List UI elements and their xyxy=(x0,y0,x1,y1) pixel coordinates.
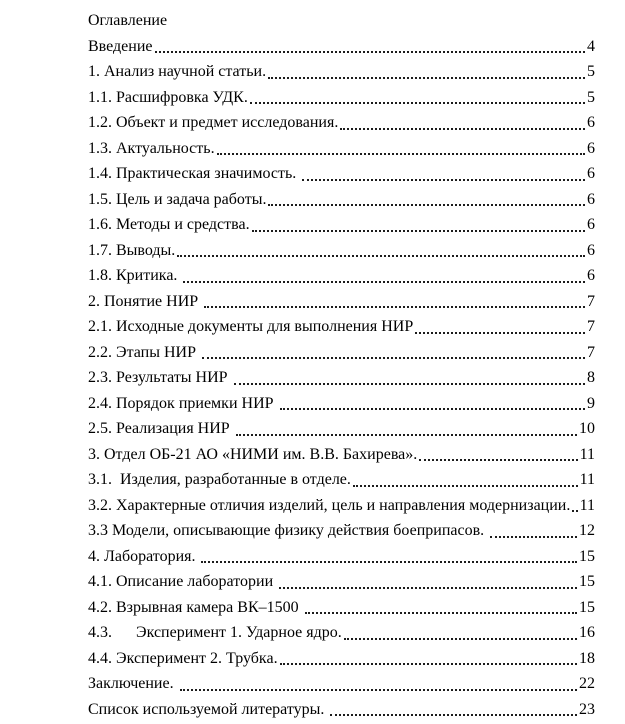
dot-leader xyxy=(252,230,585,232)
dot-leader xyxy=(180,689,577,691)
toc-entry-label: 2.4. Порядок приемки НИР xyxy=(88,394,278,412)
toc-entry xyxy=(88,697,595,723)
toc-entry-page: 23 xyxy=(579,700,595,718)
dot-leader xyxy=(353,485,578,487)
toc-entry xyxy=(88,467,595,493)
toc-entry-page: 9 xyxy=(587,394,595,412)
toc-entry-label: 2.5. Реализация НИР xyxy=(88,420,234,437)
toc-entry xyxy=(88,34,595,60)
toc-entry-label: 3. Отдел ОБ-21 АО «НИМИ им. В.В. Бахирева». xyxy=(88,445,418,463)
toc-entry-label: 3.1. Изделия, разработанные в отделе. xyxy=(88,471,351,488)
toc-entry-label: 2.1. Исходные документы для выполнения НИР xyxy=(88,318,414,335)
toc-entry-label: 1.4. Практическая значимость. xyxy=(88,165,301,182)
toc-entry xyxy=(88,442,595,468)
toc-entry-label: 2.2. Этапы НИР xyxy=(88,343,200,361)
toc-entry-page: 7 xyxy=(587,292,595,310)
toc-entry-label: 4.2. Взрывная камера ВК–1500 xyxy=(88,598,303,616)
toc-entry-page: 4 xyxy=(587,37,595,55)
dot-leader xyxy=(204,306,585,308)
toc-entry xyxy=(88,212,595,238)
dot-leader xyxy=(419,459,577,461)
toc-entry-label: 3.3 Модели, описывающие физику действия боеприпасов. xyxy=(88,522,489,539)
toc-entry-page: 6 xyxy=(587,190,595,208)
toc-entry-page: 7 xyxy=(587,343,595,361)
toc-entry-page: 18 xyxy=(579,649,595,667)
toc-entry xyxy=(88,161,595,187)
toc-entry-label: 3.2. Характерные отличия изделий, цель и направления модернизации. xyxy=(88,496,571,514)
toc-entry-page: 8 xyxy=(587,369,595,386)
toc-entry xyxy=(88,85,595,111)
toc-entry-label: Введение xyxy=(88,37,153,55)
toc-entry-page: 5 xyxy=(587,88,595,106)
toc-entry-label: 1.7. Выводы. xyxy=(88,241,176,259)
toc-entry xyxy=(88,493,595,519)
toc-entry-page: 15 xyxy=(579,598,595,616)
toc-entry-page: 6 xyxy=(587,241,595,259)
toc-entry-page: 22 xyxy=(579,675,595,692)
dot-leader xyxy=(217,153,585,155)
toc-entry-page: 12 xyxy=(579,522,595,539)
toc-entry xyxy=(88,263,595,289)
toc-entry xyxy=(88,238,595,264)
dot-leader xyxy=(330,714,577,716)
dot-leader xyxy=(572,510,577,512)
toc-entry-page: 6 xyxy=(587,216,595,233)
toc-entry-page: 11 xyxy=(579,496,595,514)
toc-entry-label: 4.1. Описание лаборатории xyxy=(88,573,278,590)
toc-entry xyxy=(88,518,595,544)
toc-entry-label: Список используемой литературы. xyxy=(88,700,329,718)
toc-entry-label: Заключение. xyxy=(88,675,178,692)
toc-entry-page: 6 xyxy=(587,165,595,182)
dot-leader xyxy=(280,663,577,665)
dot-leader xyxy=(268,204,585,206)
toc-entry-page: 15 xyxy=(579,573,595,590)
dot-leader xyxy=(280,408,585,410)
toc-entry-page: 5 xyxy=(587,63,595,80)
toc-entry xyxy=(88,340,595,366)
toc-entry xyxy=(88,569,595,595)
toc-entry xyxy=(88,391,595,417)
toc-entry-label: 1.3. Актуальность. xyxy=(88,139,215,157)
dot-leader xyxy=(340,128,585,130)
toc-entry-page: 7 xyxy=(587,318,595,335)
dot-leader xyxy=(177,255,585,257)
toc-entry xyxy=(88,416,595,442)
toc-entry xyxy=(88,187,595,213)
dot-leader xyxy=(490,536,577,538)
dot-leader xyxy=(250,102,585,104)
toc-entry-page: 6 xyxy=(587,114,595,131)
toc-entry-label: 4. Лаборатория. xyxy=(88,547,200,565)
toc-entry-label: 1.2. Объект и предмет исследования. xyxy=(88,114,339,131)
toc-entry xyxy=(88,595,595,621)
dot-leader xyxy=(202,357,585,359)
dot-leader xyxy=(279,587,577,589)
dot-leader xyxy=(268,77,585,79)
toc-entry xyxy=(88,136,595,162)
dot-leader xyxy=(201,561,577,563)
dot-leader xyxy=(234,383,585,385)
toc-entry-page: 11 xyxy=(579,471,595,488)
toc-entry xyxy=(88,544,595,570)
toc-entry-page: 6 xyxy=(587,139,595,157)
dot-leader xyxy=(344,638,577,640)
dot-leader xyxy=(155,51,586,53)
dot-leader xyxy=(305,612,577,614)
toc-entry-page: 10 xyxy=(579,420,595,437)
toc-entry-label: 1.1. Расшифровка УДК. xyxy=(88,88,248,106)
toc-entry-page: 11 xyxy=(579,445,595,463)
toc-entry-label: 1. Анализ научной статьи. xyxy=(88,63,267,80)
toc-entry-page: 6 xyxy=(587,267,595,284)
toc-entry-label: 1.8. Критика. xyxy=(88,267,182,284)
toc-entry xyxy=(88,365,595,391)
toc-entry-page: 15 xyxy=(579,547,595,565)
dot-leader xyxy=(302,179,585,181)
toc-entry xyxy=(88,671,595,697)
dot-leader xyxy=(236,434,577,436)
toc-entry-label: 1.6. Методы и средства. xyxy=(88,216,250,233)
toc-entry-label: 2. Понятие НИР xyxy=(88,292,203,310)
toc-entry xyxy=(88,289,595,315)
dot-leader xyxy=(415,332,585,334)
toc-entry xyxy=(88,110,595,136)
toc-entry-label: 4.4. Эксперимент 2. Трубка. xyxy=(88,649,278,667)
toc-entry-page: 16 xyxy=(579,624,595,641)
dot-leader xyxy=(183,281,585,283)
toc-entry-label: 2.3. Результаты НИР xyxy=(88,369,232,386)
toc-entry-label: 1.5. Цель и задача работы. xyxy=(88,190,267,208)
toc-entry xyxy=(88,59,595,85)
toc-entry xyxy=(88,620,595,646)
toc-entry xyxy=(88,646,595,672)
page-title: Оглавление xyxy=(88,12,168,29)
toc-entry-label: 4.3. Эксперимент 1. Ударное ядро. xyxy=(88,624,342,641)
toc-entry xyxy=(88,314,595,340)
